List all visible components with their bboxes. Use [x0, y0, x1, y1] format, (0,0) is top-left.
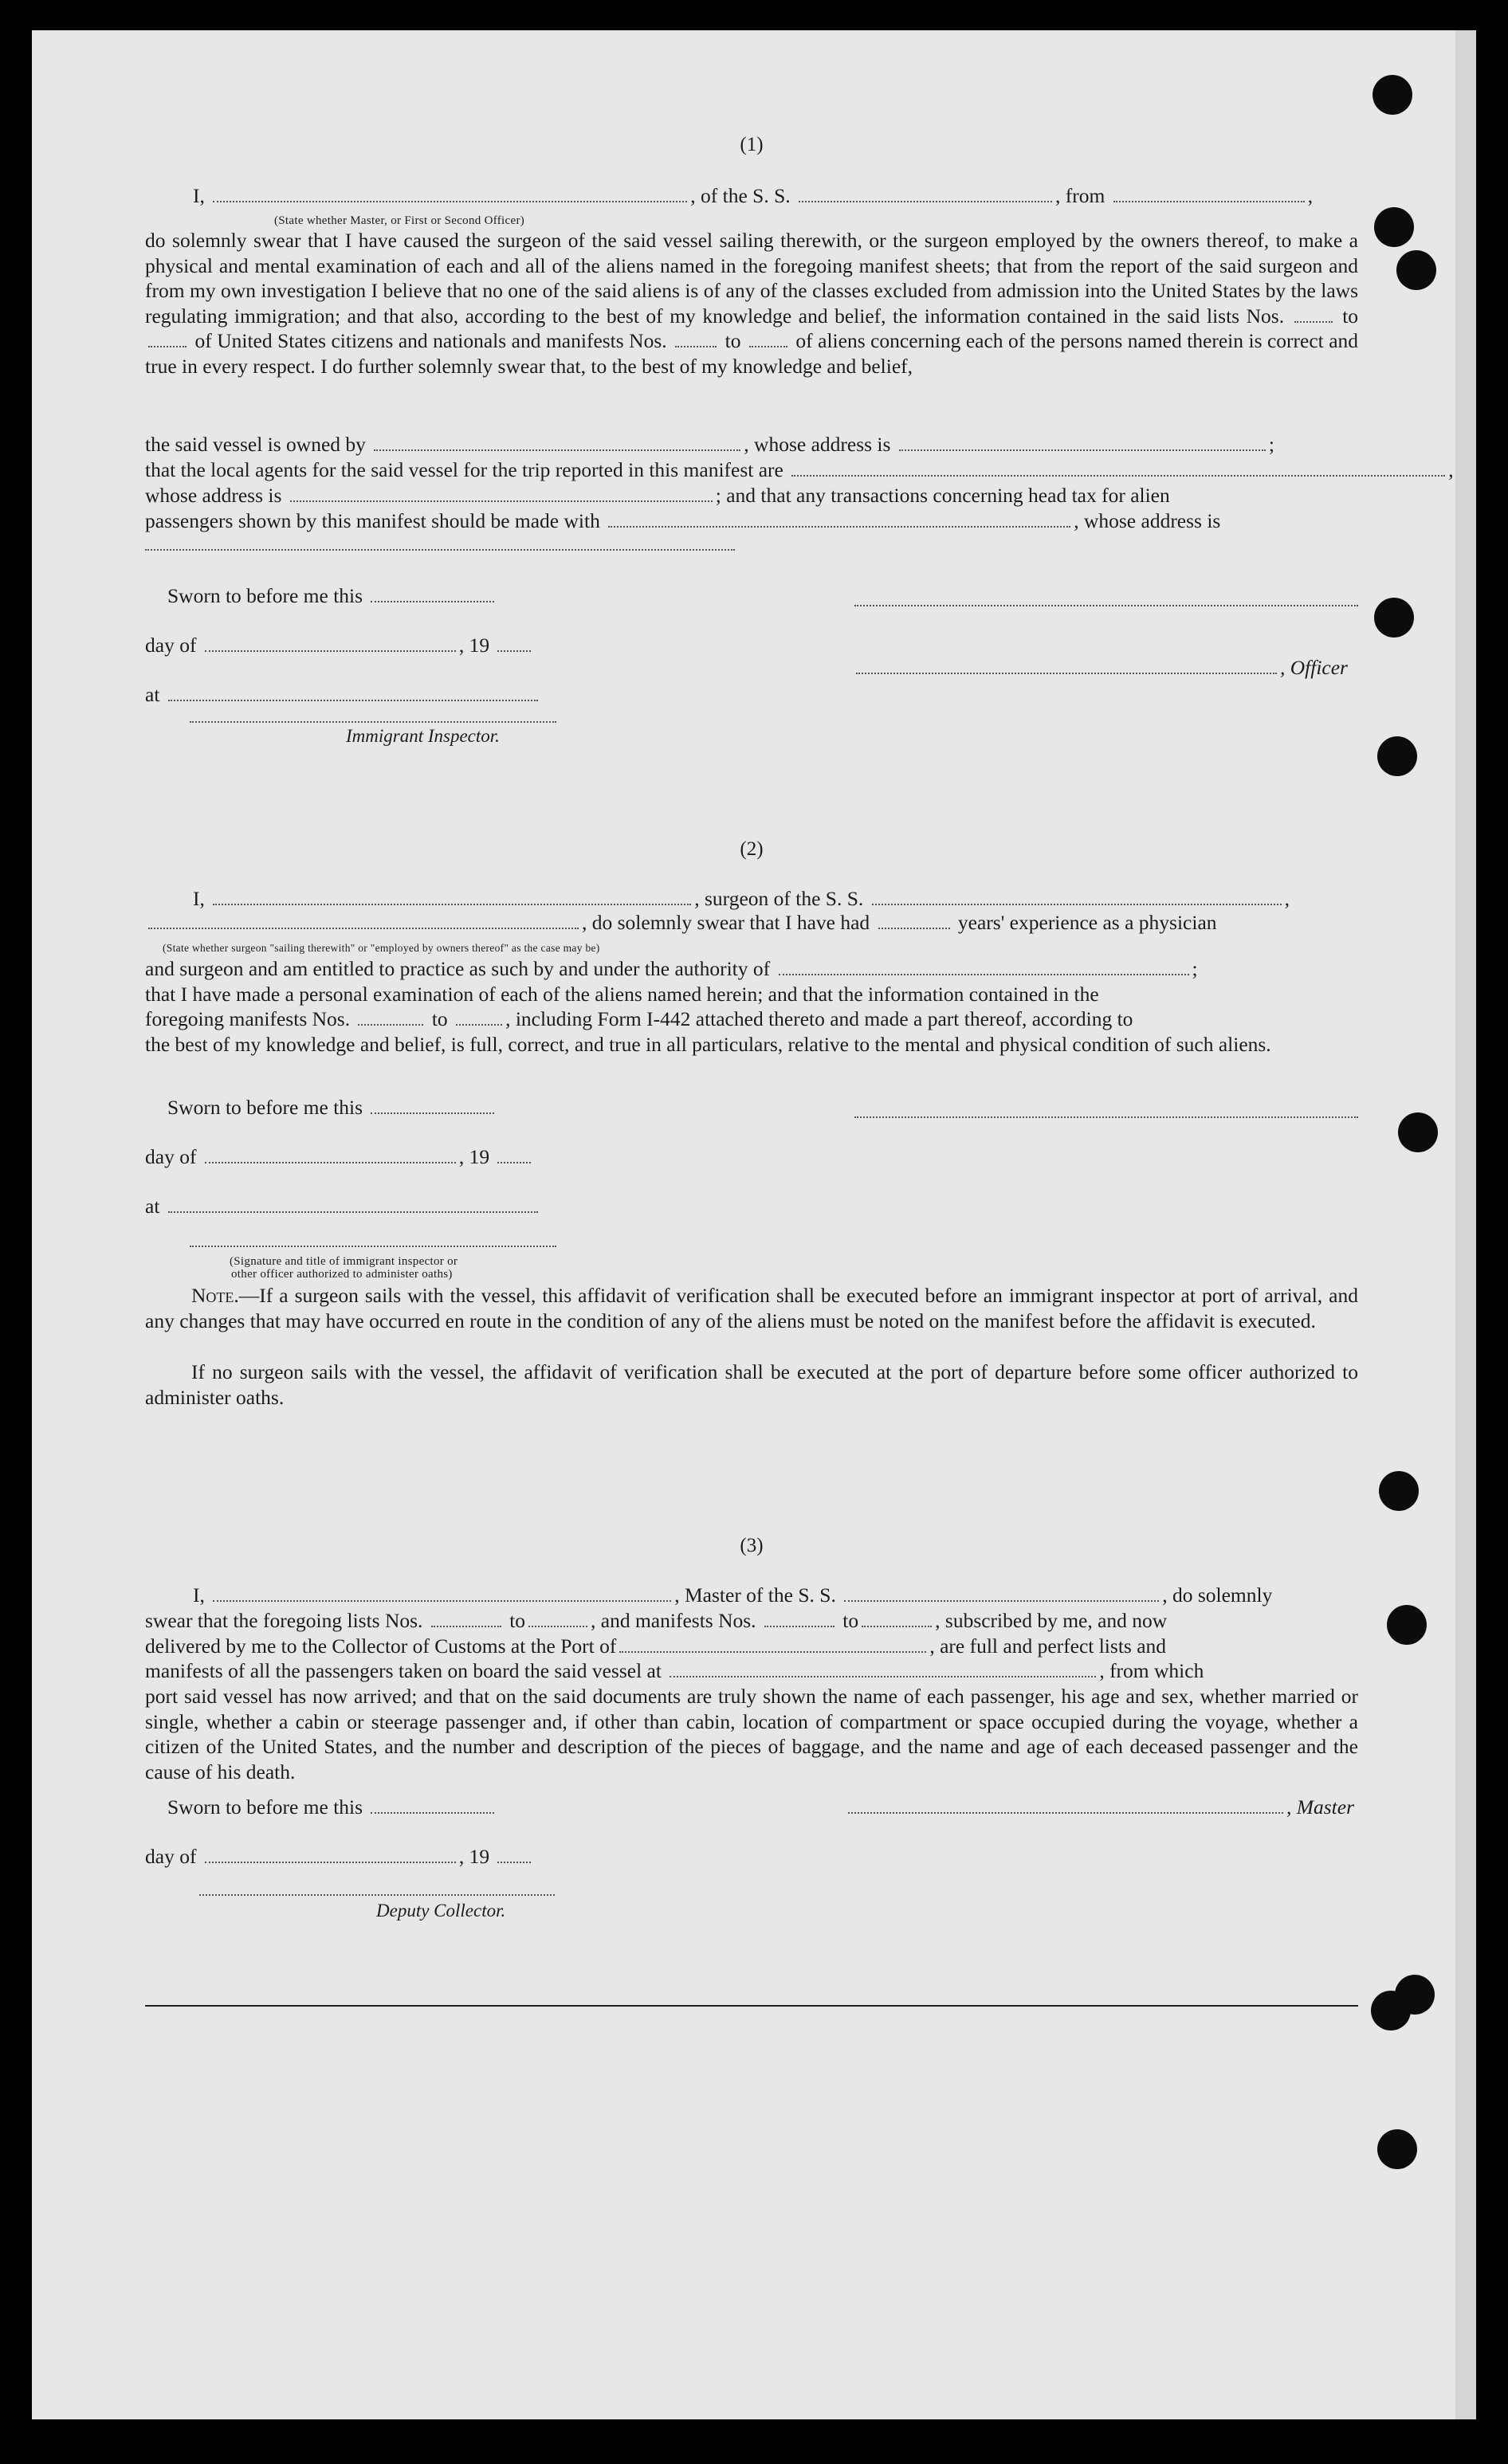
master-ship-field[interactable]	[844, 1599, 1159, 1602]
at-line: at	[145, 682, 541, 708]
departure-port-field[interactable]	[670, 1675, 1096, 1677]
day-of-line: day of , 19	[145, 633, 534, 658]
page-edge	[1455, 30, 1476, 2419]
agents-address-field[interactable]	[290, 500, 713, 502]
section-1-body: do solemnly swear that I have caused the surgeon of the said vessel sailing therewith, or the surgeon employed by the owners thereof, to make a physical and mental examination of each and all of the aliens named in the foregoing manifest sheets; that from the report of the said surgeon and from my own investigation I believe that no one of the said aliens is of any of the classes excluded from admission into the United States by the laws regulating immigration; and that also, according to the best of my knowledge and belief, the information contained in the said lists Nos. to of United States citizens and nationals and manifests Nos. to of aliens concerning each of the persons named therein is correct and true in every respect. I do further solemnly swear that, to the best of my knowledge and belief,	[145, 229, 1359, 378]
deputy-collector-label: Deputy Collector.	[376, 1901, 506, 1921]
surgeon-ship-field[interactable]	[872, 903, 1282, 905]
punch-hole	[1371, 1991, 1411, 2030]
inspector-signature-field-2[interactable]	[190, 1245, 556, 1247]
sig-caption-1: (Signature and title of immigrant inspector or	[230, 1255, 458, 1268]
immigrant-inspector-label: Immigrant Inspector.	[346, 726, 500, 746]
year-field-3[interactable]	[497, 1861, 531, 1863]
day-of-line-2: day of , 19	[145, 1144, 534, 1170]
surgeon-role-field[interactable]	[148, 927, 579, 929]
agents-line: that the local agents for the said vessel for the trip reported in this manifest are ,	[145, 458, 1454, 481]
punch-hole	[1373, 75, 1412, 115]
punch-hole	[1374, 207, 1414, 247]
section-1-caption: (State whether Master, or First or Second Officer)	[274, 214, 525, 227]
master-signature-field[interactable]	[848, 1811, 1283, 1814]
at-place-field[interactable]	[168, 699, 538, 701]
manifests-to-field[interactable]	[749, 345, 787, 347]
sworn-line-2: Sworn to before me this	[167, 1095, 497, 1120]
punch-hole	[1377, 736, 1417, 776]
authority-line: and surgeon and am entitled to practice as such by and under the authority of ;	[145, 957, 1198, 980]
section-2-caption: (State whether surgeon "sailing therewith" or "employed by owners thereof" as the case may be)	[163, 942, 600, 954]
sworn-line-3: Sworn to before me this	[167, 1795, 497, 1820]
bottom-rule	[145, 2005, 1358, 2007]
sworn-day-field[interactable]	[371, 600, 494, 602]
manifests-line: foregoing manifests Nos. to , including Form I-442 attached thereto and made a part thereof, according to	[145, 1007, 1133, 1030]
agents-field[interactable]	[791, 474, 1445, 477]
note-1: Note.—If a surgeon sails with the vessel, this affidavit of verification shall be executed before an immigrant inspector at port of arrival, and any changes that may have occurred en route in the condition of any of the aliens must be noted on the manifest before the affidavit is executed.	[145, 1284, 1358, 1332]
taken-on-board-line: manifests of all the passengers taken on board the said vessel at , from which	[145, 1659, 1204, 1682]
day-of-line-3: day of , 19	[145, 1844, 534, 1870]
sworn-line: Sworn to before me this	[167, 583, 497, 609]
section-2	[145, 837, 1358, 1490]
section-3	[145, 1533, 1358, 2011]
authority-field[interactable]	[779, 973, 1189, 975]
years-field[interactable]	[878, 927, 950, 929]
sworn-day-field-3[interactable]	[371, 1811, 494, 1814]
section-1-line-i: I, , of the S. S. , from ,	[193, 184, 1314, 207]
lists-to-field[interactable]	[148, 345, 187, 347]
officer-signature-top[interactable]	[854, 604, 1358, 606]
inspector-signature-field[interactable]	[190, 720, 556, 723]
day-of-month-field-2[interactable]	[205, 1161, 456, 1163]
year-field[interactable]	[497, 649, 531, 652]
master-manifests-from-field[interactable]	[764, 1625, 835, 1627]
master-manifests-to-field[interactable]	[862, 1625, 932, 1627]
lists-line: swear that the foregoing lists Nos. to , and manifests Nos. to , subscribed by me, and now	[145, 1609, 1168, 1632]
ship-name-field[interactable]	[799, 200, 1052, 202]
manifests-from-field[interactable]	[675, 345, 717, 347]
punch-hole	[1387, 1605, 1427, 1645]
section-2-body: the best of my knowledge and belief, is full, correct, and true in all particulars, relative to the mental and physical condition of such aliens.	[145, 1033, 1271, 1056]
form-page	[32, 30, 1476, 2419]
note-2: If no surgeon sails with the vessel, the affidavit of verification shall be executed at the port of departure before some officer authorized to administer oaths.	[145, 1360, 1358, 1409]
punch-hole	[1398, 1112, 1438, 1152]
section-3-body: port said vessel has now arrived; and that on the said documents are truly shown the name of each passenger, his age and sex, whether married or single, whether a cabin or steerage passenger and, if other than cabin, location of compartment or space occupied during the voyage, whether a citizen of the United States, and the number and description of the pieces of baggage, and the name and age of each deceased passenger and the cause of his death.	[145, 1685, 1358, 1783]
head-tax-agent-field[interactable]	[608, 525, 1070, 528]
section-2-heading: (2)	[740, 838, 764, 860]
punch-hole	[1379, 1471, 1419, 1511]
surgeon-line: I, , surgeon of the S. S. ,	[193, 887, 1290, 910]
officer-signature-field[interactable]	[856, 672, 1277, 674]
master-name-field-3[interactable]	[213, 1599, 671, 1602]
surgeon-manifests-from-field[interactable]	[358, 1023, 423, 1026]
surgeon-name-field[interactable]	[213, 903, 691, 905]
at-line-2: at	[145, 1194, 541, 1219]
head-tax-line: passengers shown by this manifest should be made with , whose address is	[145, 509, 1221, 532]
master-lists-to-field[interactable]	[528, 1625, 587, 1627]
delivered-line: delivered by me to the Collector of Customs at the Port of , are full and perfect lists and	[145, 1634, 1167, 1658]
agents-address-line: whose address is ; and that any transactions concerning head tax for alien	[145, 484, 1170, 507]
master-name-field[interactable]	[213, 200, 687, 202]
owner-field[interactable]	[374, 449, 740, 451]
lists-from-field[interactable]	[1294, 320, 1333, 323]
master-signature-line: , Master	[845, 1795, 1354, 1820]
at-place-field-2[interactable]	[168, 1210, 538, 1213]
owner-line: the said vessel is owned by , whose address is ;	[145, 433, 1274, 456]
owner-address-field[interactable]	[899, 449, 1266, 451]
punch-hole	[1396, 250, 1436, 290]
punch-hole	[1374, 598, 1414, 638]
punch-hole	[1377, 2129, 1417, 2169]
sworn-day-field-2[interactable]	[371, 1112, 494, 1114]
day-of-month-field[interactable]	[205, 649, 456, 652]
day-of-month-field-3[interactable]	[205, 1861, 456, 1863]
deputy-collector-signature-field[interactable]	[199, 1893, 555, 1896]
sig-caption-2: other officer authorized to administer oaths)	[231, 1268, 453, 1281]
master-lists-from-field[interactable]	[431, 1625, 501, 1627]
surgeon-manifests-to-field[interactable]	[456, 1023, 502, 1026]
master-line: I, , Master of the S. S. , do solemnly	[193, 1583, 1273, 1607]
head-tax-address-field[interactable]	[145, 548, 735, 551]
section-3-heading: (3)	[740, 1535, 764, 1556]
from-port-field[interactable]	[1113, 200, 1305, 202]
officer-line: , Officer	[853, 655, 1348, 681]
year-field-2[interactable]	[497, 1161, 531, 1163]
port-field[interactable]	[619, 1650, 926, 1653]
examination-line: that I have made a personal examination of each of the aliens named herein; and that the information contained in the	[145, 983, 1099, 1006]
surgeon-signature-field[interactable]	[854, 1116, 1358, 1118]
experience-line: , do solemnly swear that I have had years' experience as a physician	[145, 910, 1217, 936]
section-1-heading: (1)	[740, 134, 764, 155]
section-1	[145, 132, 1454, 794]
